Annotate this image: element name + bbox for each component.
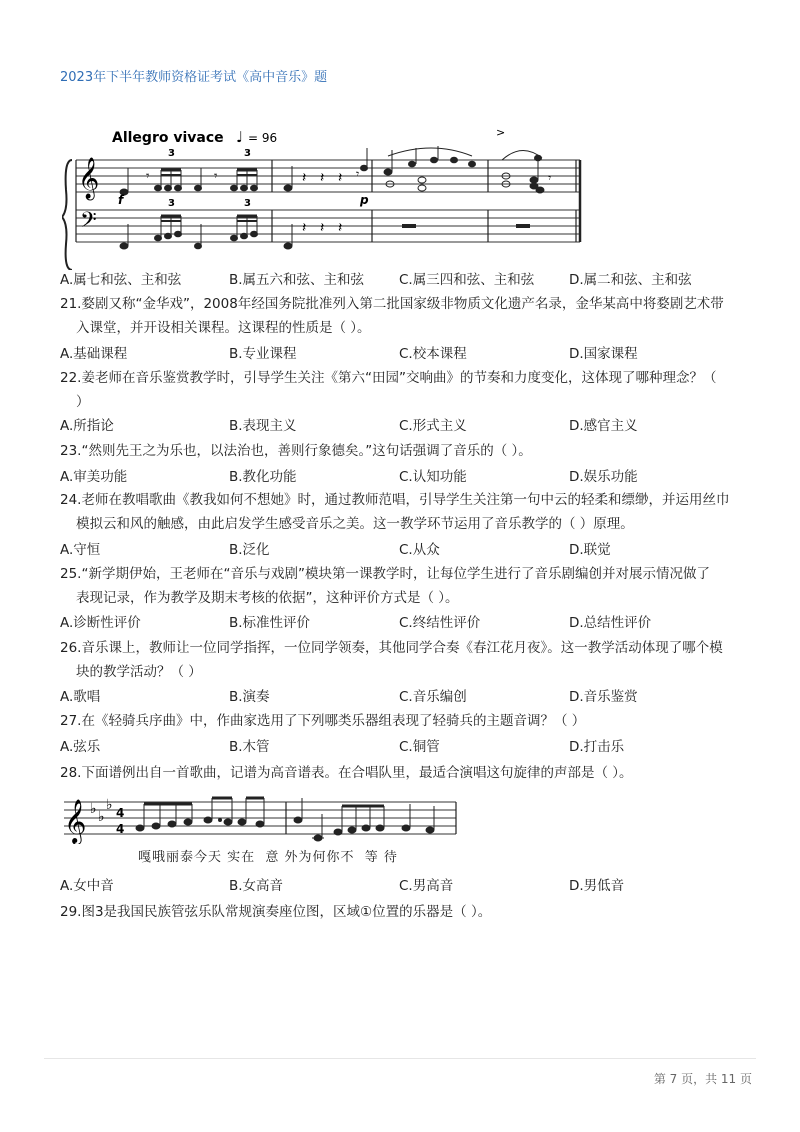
q26-options xyxy=(60,685,750,709)
melody-lyrics: 嘎哦丽泰今天 实在 意 外为何你不 等 待 xyxy=(138,850,398,865)
option-b[interactable]: B.教化功能 xyxy=(229,469,297,485)
option-b[interactable]: B.木管 xyxy=(229,739,270,755)
option-a[interactable]: A.所指论 xyxy=(60,418,114,434)
measure2-notes xyxy=(284,166,292,249)
option-a[interactable]: A.女中音 xyxy=(60,878,114,894)
option-c[interactable]: C.属三四和弦、主和弦 xyxy=(399,272,535,288)
option-d[interactable]: D.音乐鉴赏 xyxy=(569,689,638,705)
slur xyxy=(388,148,472,156)
option-d[interactable]: D.总结性评价 xyxy=(569,615,652,631)
question-26 xyxy=(60,636,750,684)
triplet-mark: 3 xyxy=(244,198,251,209)
question-21 xyxy=(60,292,750,340)
bpm-marking: = 96 xyxy=(248,131,278,145)
measure1-bass-notes xyxy=(120,216,258,249)
question-stem: 25.“新学期伊始，王老师在“音乐与戏剧”模块第一课教学时，让每位学生进行了音乐剧编创并对展示情况做了 xyxy=(60,566,710,582)
question-23 xyxy=(60,439,750,463)
q25-options xyxy=(60,611,750,635)
dynamic-piano: p xyxy=(360,193,369,207)
option-d[interactable]: D.打击乐 xyxy=(569,739,625,755)
option-c[interactable]: C.男高音 xyxy=(399,878,454,894)
question-stem: 24.老师在教唱歌曲《教我如何不想她》时，通过教师范唱，引导学生关注第一句中云的轻柔和缥缈，并运用丝巾 xyxy=(60,492,730,508)
triplet-mark: 3 xyxy=(244,148,251,159)
option-c[interactable]: C.终结性评价 xyxy=(399,615,481,631)
score-melody xyxy=(60,782,460,844)
option-c[interactable]: C.音乐编创 xyxy=(399,689,467,705)
q22-options xyxy=(60,414,750,438)
flat-icon: ♭ xyxy=(106,797,113,813)
bass-staff xyxy=(76,210,580,242)
question-25 xyxy=(60,562,750,610)
option-a[interactable]: A.歌唱 xyxy=(60,689,101,705)
option-b[interactable]: B.演奏 xyxy=(229,689,270,705)
time-signature-top: 4 xyxy=(116,806,125,820)
question-stem: 21.婺剧又称“金华戏”，2008年经国务院批准列入第二批国家级非物质文化遗产名录，金华某高中将婺剧艺术带 xyxy=(60,296,724,312)
footer-divider xyxy=(44,1058,756,1059)
option-d[interactable]: D.娱乐功能 xyxy=(569,469,638,485)
measure1-treble-notes xyxy=(120,168,258,195)
exam-title: 2023年下半年教师资格证考试《高中音乐》题 xyxy=(60,70,328,85)
question-27 xyxy=(60,709,750,733)
question-24 xyxy=(60,488,750,536)
question-stem: 27.在《轻骑兵序曲》中，作曲家选用了下列哪类乐器组表现了轻骑兵的主题音调？（ ） xyxy=(60,713,586,729)
q20-options xyxy=(60,268,750,292)
quarter-rest-icon: 𝄽 xyxy=(320,170,325,186)
option-d[interactable]: D.国家课程 xyxy=(569,346,638,362)
quarter-rest-icon: 𝄽 xyxy=(320,220,325,236)
quarter-rest-icon: 𝄽 xyxy=(302,220,307,236)
melody-notes xyxy=(136,798,434,841)
option-c[interactable]: C.认知功能 xyxy=(399,469,467,485)
option-a[interactable]: A.属七和弦、主和弦 xyxy=(60,272,182,288)
option-b[interactable]: B.女高音 xyxy=(229,878,284,894)
quarter-rest-icon: 𝄽 xyxy=(338,220,343,236)
option-a[interactable]: A.诊断性评价 xyxy=(60,615,141,631)
treble-clef-icon: 𝄞 xyxy=(78,158,100,199)
eighth-rest-icon: 𝄾 xyxy=(548,171,552,185)
q24-options xyxy=(60,538,750,562)
page-number: 第 7 页，共 11 页 xyxy=(653,1072,752,1086)
option-c[interactable]: C.从众 xyxy=(399,542,440,558)
option-d[interactable]: D.属二和弦、主和弦 xyxy=(569,272,692,288)
accent-icon: > xyxy=(496,126,506,139)
question-stem: 26.音乐课上，教师让一位同学指挥，一位同学领奏，其他同学合奏《春江花月夜》。这一教学活动体现了哪个模 xyxy=(60,640,723,656)
question-stem: 表现记录，作为教学及期末考核的依据”，这种评价方式是（ ）。 xyxy=(76,590,459,606)
bass-clef-icon: 𝄢 xyxy=(80,208,97,238)
treble-clef-icon: 𝄞 xyxy=(64,799,87,843)
option-c[interactable]: C.形式主义 xyxy=(399,418,467,434)
q21-options xyxy=(60,342,750,366)
q23-options xyxy=(60,465,750,489)
tempo-marking: Allegro vivace xyxy=(112,130,224,146)
question-22 xyxy=(60,366,750,414)
option-b[interactable]: B.泛化 xyxy=(229,542,270,558)
option-d[interactable]: D.联觉 xyxy=(569,542,611,558)
q27-options xyxy=(60,735,750,759)
quarter-rest-icon: 𝄽 xyxy=(302,170,307,186)
option-b[interactable]: B.表现主义 xyxy=(229,418,297,434)
q28-options xyxy=(60,874,750,898)
question-stem: 28.下面谱例出自一首歌曲，记谱为高音谱表。在合唱队里，最适合演唱这句旋律的声部是（ ）。 xyxy=(60,765,633,781)
score-grand-staff xyxy=(62,120,592,270)
option-b[interactable]: B.属五六和弦、主和弦 xyxy=(229,272,365,288)
dynamic-forte: f xyxy=(118,193,124,207)
triplet-mark: 3 xyxy=(168,148,175,159)
flat-icon: ♭ xyxy=(98,809,105,825)
eighth-rest-icon: 𝄾 xyxy=(356,167,360,181)
option-a[interactable]: A.守恒 xyxy=(60,542,101,558)
question-stem: 22.姜老师在音乐鉴赏教学时，引导学生关注《第六“田园”交响曲》的节奏和力度变化，这体现了哪种理念？（ xyxy=(60,370,717,386)
option-c[interactable]: C.铜管 xyxy=(399,739,440,755)
time-signature-bottom: 4 xyxy=(116,822,125,836)
question-stem: 23.“然则先王之为乐也，以法治也，善则行象德矣。”这句话强调了音乐的（ ）。 xyxy=(60,443,532,459)
pickup-note xyxy=(361,148,368,171)
question-stem: 块的教学活动？（ ） xyxy=(76,664,202,680)
eighth-rest-icon: 𝄾 xyxy=(146,169,150,184)
option-c[interactable]: C.校本课程 xyxy=(399,346,467,362)
triplet-mark: 3 xyxy=(168,198,175,209)
eighth-rest-icon: 𝄾 xyxy=(214,169,218,184)
question-29 xyxy=(60,900,750,924)
brace xyxy=(62,160,72,270)
flat-icon: ♭ xyxy=(90,801,97,817)
option-b[interactable]: B.标准性评价 xyxy=(229,615,311,631)
question-stem: 29.图3是我国民族管弦乐队常规演奏座位图，区域①位置的乐器是（ ）。 xyxy=(60,904,492,920)
quarter-rest-icon: 𝄽 xyxy=(338,170,343,186)
option-d[interactable]: D.感官主义 xyxy=(569,418,638,434)
option-a[interactable]: A.审美功能 xyxy=(60,469,128,485)
option-d[interactable]: D.男低音 xyxy=(569,878,625,894)
quarter-note-icon: ♩ xyxy=(236,128,244,146)
barlines xyxy=(76,160,580,242)
question-stem: ） xyxy=(76,394,90,410)
measure4-chord xyxy=(502,155,544,193)
question-stem: 入课堂，并开设相关课程。这课程的性质是（ ）。 xyxy=(76,320,371,336)
option-a[interactable]: A.基础课程 xyxy=(60,346,128,362)
option-a[interactable]: A.弦乐 xyxy=(60,739,101,755)
question-stem: 模拟云和风的触感，由此启发学生感受音乐之美。这一教学环节运用了音乐教学的（ ）原理。 xyxy=(76,516,634,532)
option-b[interactable]: B.专业课程 xyxy=(229,346,297,362)
